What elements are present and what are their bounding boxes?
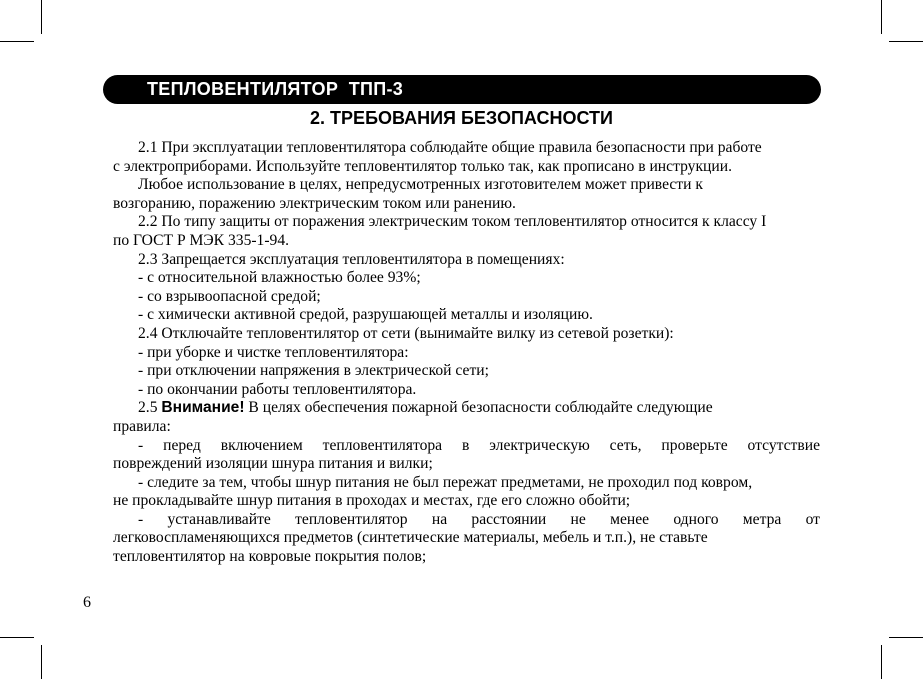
crop-mark [889, 637, 923, 638]
paragraph-line: по ГОСТ Р МЭК 335-1-94. [113, 231, 290, 249]
page-number: 6 [83, 594, 91, 611]
list-item: - с относительной влажностью более 93%; [138, 269, 421, 287]
list-item: - при уборке и чистке тепловентилятора: [138, 343, 409, 361]
paragraph-line: Любое использование в целях, непредусмотренных изготовителем может привести к [138, 176, 703, 194]
crop-mark [881, 0, 882, 34]
paragraph-line: возгоранию, поражению электрическим током или ранению. [113, 194, 516, 212]
paragraph-line: с электроприборами. Используйте тепловентилятор только так, как прописано в инструкции. [113, 157, 732, 175]
list-item: - с химически активной средой, разрушающей металлы и изоляцию. [138, 306, 593, 324]
paragraph-line: не прокладывайте шнур питания в проходах и местах, где его сложно обойти; [113, 492, 631, 510]
paragraph-line: правила: [113, 417, 171, 435]
product-title: ТЕПЛОВЕНТИЛЯТОР ТПП-3 [147, 79, 404, 99]
crop-mark [41, 0, 42, 34]
clause-number: 2.5 [138, 399, 162, 417]
paragraph-line: легковоспламеняющихся предметов (синтетические материалы, мебель и т.п.), не ставьте [113, 529, 708, 547]
crop-mark [889, 41, 923, 42]
list-item: - со взрывоопасной средой; [138, 287, 321, 305]
list-item: - следите за тем, чтобы шнур питания не был пережат предметами, не проходил под ковром, [138, 473, 753, 491]
list-item: - при отключении напряжения в электрической сети; [138, 362, 489, 380]
paragraph-line: тепловентилятор на ковровые покрытия полов; [113, 548, 427, 566]
list-item: - устанавливайте тепловентилятор на расстоянии не менее одного метра от [138, 510, 820, 528]
list-item: - перед включением тепловентилятора в электрическую сеть, проверьте отсутствие [138, 436, 820, 454]
warning-label: Внимание! [161, 399, 245, 417]
section-title: 2. ТРЕБОВАНИЯ БЕЗОПАСНОСТИ [310, 108, 613, 128]
paragraph-line [113, 399, 820, 418]
crop-mark [881, 645, 882, 679]
paragraph-line: 2.3 Запрещается эксплуатация тепловентилятора в помещениях: [138, 250, 565, 268]
paragraph-line: 2.4 Отключайте тепловентилятор от сети (вынимайте вилку из сетевой розетки): [138, 324, 674, 342]
clause-text: В целях обеспечения пожарной безопасности соблюдайте следующие [244, 399, 713, 417]
crop-mark [0, 637, 34, 638]
paragraph-line: 2.2 По типу защиты от поражения электрическим током тепловентилятор относится к классу I [138, 213, 767, 231]
paragraph-line: повреждений изоляции шнура питания и вилки; [113, 455, 433, 473]
paragraph-line: 2.1 При эксплуатации тепловентилятора соблюдайте общие правила безопасности при работе [138, 139, 762, 156]
list-item: - по окончании работы тепловентилятора. [138, 380, 417, 398]
crop-mark [0, 41, 34, 42]
crop-mark [41, 645, 42, 679]
header-bar [103, 75, 821, 104]
body-text [113, 139, 820, 567]
